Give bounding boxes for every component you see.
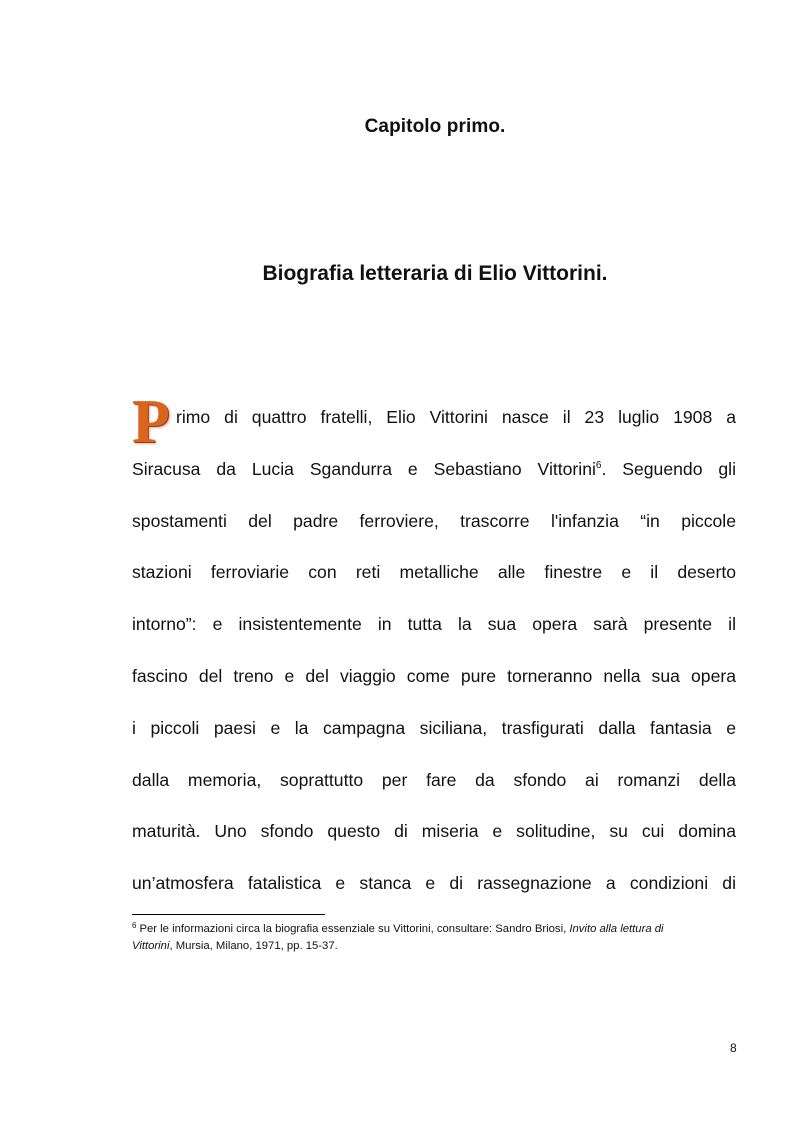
drop-cap: P: [132, 388, 170, 456]
footnote-line: [132, 938, 736, 955]
footnote-title: Vittorini: [132, 940, 170, 952]
line-text: . Seguendo gli: [601, 458, 736, 479]
footnote-reference[interactable]: 6: [595, 459, 602, 471]
footnote-title: Invito alla lettura di: [569, 923, 664, 935]
paragraph-line: i piccoli paesi e la campagna siciliana, trasfigurati dalla fantasia e: [132, 717, 736, 738]
paragraph-line: maturità. Uno sfondo questo di miseria e solitudine, su cui domina: [132, 821, 736, 842]
paragraph-line: [132, 444, 736, 496]
paragraph-line: stazioni ferroviarie con reti metalliche alle finestre e il deserto: [132, 562, 736, 583]
line-text: Siracusa da Lucia Sgandurra e Sebastiano Vittorini: [132, 458, 596, 479]
paragraph-line: intorno”: e insistentemente in tutta la sua opera sarà presente il: [132, 614, 736, 635]
footnote-number: 6: [132, 921, 137, 930]
paragraph-line: spostamenti del padre ferroviere, trascorre l'infanzia “in piccole: [132, 510, 736, 531]
line-text: rimo di quattro fratelli, Elio Vittorini nasce il 23 luglio 1908 a: [176, 407, 736, 427]
chapter-heading: Capitolo primo.: [364, 116, 506, 137]
footnote-separator: [132, 914, 325, 915]
footnote-text: Per le informazioni circa la biografia essenziale su Vittorini, consultare: Sandro Briosi,: [139, 923, 570, 935]
page-title: Biografia letteraria di Elio Vittorini.: [262, 262, 608, 285]
paragraph-line: [132, 388, 736, 456]
paragraph-line: fascino del treno e del viaggio come pure torneranno nella sua opera: [132, 665, 736, 686]
body-paragraph: [132, 388, 736, 910]
paragraph-line: dalla memoria, soprattutto per fare da sfondo ai romanzi della: [132, 769, 736, 790]
footnote-line: [132, 921, 736, 938]
paragraph-line: un’atmosfera fatalistica e stanca e di rassegnazione a condizioni di: [132, 873, 736, 894]
page-number: 8: [730, 1041, 737, 1055]
footnote-text: , Mursia, Milano, 1971, pp. 15-37.: [169, 940, 338, 952]
footnote: [132, 921, 736, 955]
